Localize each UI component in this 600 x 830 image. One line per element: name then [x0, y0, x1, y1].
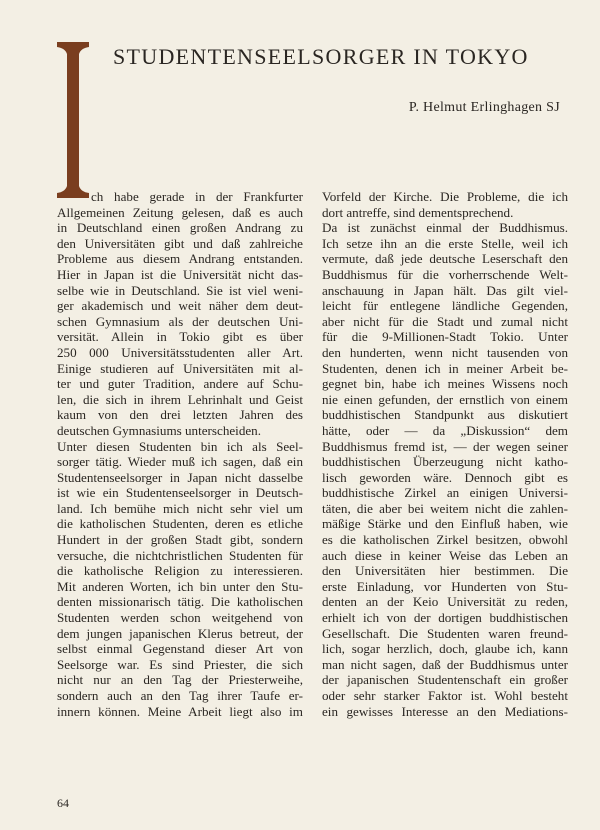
- text-line: dem jungen japanischen Klerus betreut, der: [57, 625, 303, 641]
- drop-cap-letter-i: [55, 40, 91, 200]
- text-line: vermute, daß jede deutsche Leserschaft den: [322, 251, 568, 267]
- text-line: aber nicht für die Stadt und zumal nicht: [322, 313, 568, 329]
- text-line: denten an der Keio Universität zu reden,: [322, 594, 568, 610]
- text-line: täten, die aber bei weitem nicht die zahlen-: [322, 500, 568, 516]
- text-line: Gesellschaft. Die Studenten waren freund-: [322, 625, 568, 641]
- text-line: oder sehr starker Faktor ist. Wohl besteht: [322, 688, 568, 703]
- text-line: Seelsorge war. Es sind Priester, die sich: [57, 656, 303, 672]
- text-line: selbst einmal Gegenstand dieser Art von: [57, 641, 303, 657]
- text-column-left: [57, 189, 303, 719]
- text-line: nicht nur an den Tag der Priesterweihe,: [57, 672, 303, 688]
- text-line: leicht für entlegene ländliche Gegenden,: [322, 298, 568, 314]
- text-line: auch diese in keiner Weise das Leben an: [322, 547, 568, 563]
- text-line: innern können. Meine Arbeit liegt also im: [57, 703, 303, 719]
- text-line: kaum von den drei letzten Jahren des: [57, 407, 303, 423]
- text-line: deutschen Gymnasiums unterscheiden.: [57, 422, 261, 438]
- text-line: selbe wie in Deutschland. Sie ist viel weni-: [57, 282, 303, 298]
- text-line: den Universitäten gibt und daß zahlreiche: [57, 235, 303, 251]
- text-line: den hunderten, wenn nicht tausenden von: [322, 344, 568, 360]
- text-line: Probleme aus diesem Andrang entstanden.: [57, 251, 303, 267]
- text-line: für die 9-Millionen-Stadt Tokio. Unter: [322, 329, 568, 345]
- text-line: den Universitäten hier bestimmen. Die: [322, 563, 568, 579]
- text-line: ger akademisch und weit näher dem deut-: [57, 298, 303, 314]
- text-line: schen Gymnasium als der deutschen Uni-: [57, 313, 303, 329]
- text-line: gegnet bin, habe ich meines Wissens noch: [322, 376, 568, 392]
- text-line: len, die sich in ihrem Lehrinhalt und Geist: [57, 391, 303, 407]
- text-line: ter und guter Tradition, andere auf Schu-: [57, 376, 303, 392]
- text-line: der japanischen Studentenschaft ein großer: [322, 672, 568, 688]
- text-line: buddhistischen Standpunkt aus diskutiert: [322, 407, 568, 423]
- text-line: land. Ich bemühe mich nicht sehr viel um: [57, 500, 303, 516]
- text-line: mäßige Stärke und den Einfluß haben, wie: [322, 516, 568, 532]
- text-line: in Deutschland einen großen Andrang zu: [57, 220, 303, 236]
- text-line: buddhistische Zirkel an einigen Universi-: [322, 485, 568, 501]
- drop-cap-initial: [55, 40, 91, 200]
- text-line: dort antreffe, sind dementsprechend.: [322, 204, 514, 220]
- text-line: Ich setze ihn an die erste Stelle, weil ich: [322, 235, 568, 251]
- text-line: Allgemeinen Zeitung gelesen, daß es auch: [57, 204, 303, 220]
- text-line: man nicht sagen, daß der Buddhismus unter: [322, 656, 568, 672]
- text-line: erste Einladung, vor Hunderten von Stu-: [322, 578, 568, 594]
- text-line: 250 000 Universitätsstudenten aller Art.: [57, 344, 303, 360]
- text-line: Hier in Japan ist die Universität nicht das-: [57, 266, 303, 282]
- text-line: Unter diesen Studenten bin ich als Seel-: [57, 438, 303, 454]
- text-line: Hundert in der großen Stadt gibt, sondern: [57, 532, 303, 548]
- text-line: Einige studieren auf Universitäten mit al-: [57, 360, 303, 376]
- text-line: die katholischen Studenten, deren es etliche: [57, 516, 303, 532]
- text-line: Da ist zunächst einmal der Buddhismus.: [322, 220, 568, 236]
- text-line: anschauung in Japan hält. Das gilt viel-: [322, 282, 568, 298]
- text-line: ein gewisses Interesse an den Mediations-: [322, 703, 568, 719]
- text-line: Buddhismus fremd ist, — der wegen seiner: [322, 438, 568, 454]
- text-line: buddhistischen Überzeugung nicht katho-: [322, 454, 568, 470]
- text-line: lich, sogar herzlich, doch, glaube ich, kann: [322, 641, 568, 657]
- text-line: Vorfeld der Kirche. Die Probleme, die ich: [322, 189, 568, 204]
- text-line: versität. Allein in Tokio gibt es über: [57, 329, 303, 345]
- text-line: Studenten, denen ich in meiner Arbeit be-: [322, 360, 568, 376]
- text-line: sondern auch an den Tag ihrer Taufe er-: [57, 688, 303, 703]
- text-line: versuche, die nichtchristlichen Studenten für: [57, 547, 303, 563]
- text-line: sorger tätig. Wieder muß ich sagen, daß ein: [57, 454, 303, 470]
- text-line: ch habe gerade in der Frankfurter: [91, 189, 303, 204]
- text-line: ist wie ein Studentenseelsorger in Deutsch-: [57, 485, 303, 501]
- text-line: denten missionarisch tätig. Die katholischen: [57, 594, 303, 610]
- text-line: Mit anderen Worten, ich bin unter den Stu-: [57, 578, 303, 594]
- text-line: es die katholischen Zirkel besitzen, obwohl: [322, 532, 568, 548]
- text-line: hätte, oder — da „Diskussion“ dem: [322, 422, 568, 438]
- page-number: 64: [57, 796, 69, 810]
- text-column-right: [322, 189, 568, 719]
- text-line: Studentenseelsorger in Japan nicht dasselbe: [57, 469, 303, 485]
- text-line: erhielt ich von der dortigen buddhistischen: [322, 610, 568, 626]
- article-author: P. Helmut Erlinghagen SJ: [408, 100, 560, 115]
- text-line: lisch geworden wäre. Dennoch gibt es: [322, 469, 568, 485]
- text-line: Buddhismus für die vorherrschende Welt-: [322, 266, 568, 282]
- text-line: Studenten werden schon weitgehend von: [57, 610, 303, 626]
- text-line: die katholische Religion zu interessieren.: [57, 563, 303, 579]
- text-line: nie einen gefunden, der ernstlich von einem: [322, 391, 568, 407]
- article-title: STUDENTENSEELSORGER IN TOKYO: [113, 44, 529, 69]
